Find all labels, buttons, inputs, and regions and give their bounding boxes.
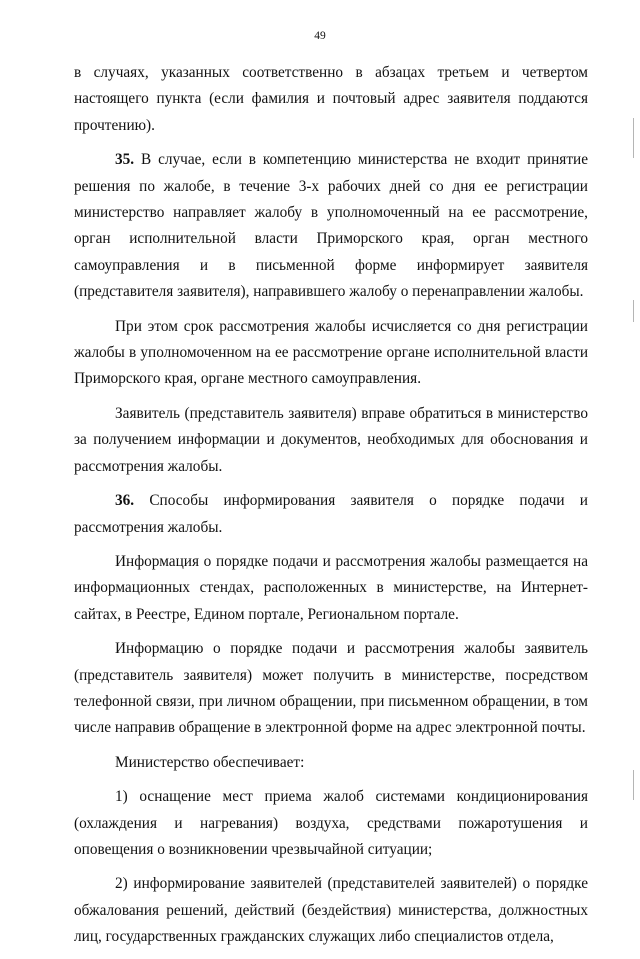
paragraph-text: В случае, если в компетенцию министерства не входит принятие решения по жалобе, в течение 3-х рабочих дней со дня ее регистрации министерство направляет жалобу в уполномоченный на ее рассмотрение, орган исполнительной власти Приморского края, орган местного самоуправления и в письменной форме информирует заявителя (представителя заявителя), направившего жалобу о перенаправлении жалобы. [74, 151, 588, 301]
paragraph-info-channels [74, 636, 588, 742]
paragraph-text: 2) информирование заявителей (представителей заявителей) о порядке обжалования решений, действий (бездействия) министерства, должностных лиц, государственных гражданских служащих либо специалистов отдела, [74, 875, 588, 946]
scan-edge-mark [633, 300, 634, 322]
paragraph-text: в случаях, указанных соответственно в абзацах третьем и четвертом настоящего пункта (если фамилия и почтовый адрес заявителя поддаются прочтению). [74, 64, 588, 134]
document-body [74, 60, 588, 959]
paragraph-text: 1) оснащение мест приема жалоб системами кондиционирования (охлаждения и нагревания) воздуха, средствами пожаротушения и оповещения о возникновении чрезвычайной ситуации; [74, 788, 588, 858]
list-item-1 [74, 784, 588, 863]
paragraph-text: Министерство обеспечивает: [115, 753, 305, 771]
scan-edge-mark [633, 118, 634, 158]
paragraph-text: Информация о порядке подачи и рассмотрения жалобы размещается на информационных стендах, расположенных в министерстве, на Интернет-сайтах, в Реестре, Едином портале, Региональном портале. [74, 552, 588, 623]
item-number: 35. [115, 151, 135, 169]
paragraph-ministry-provides [74, 750, 588, 776]
paragraph-review-period [74, 314, 588, 393]
paragraph-text: Способы информирования заявителя о порядке подачи и рассмотрения жалобы. [74, 492, 588, 536]
paragraph-item-35 [74, 147, 588, 305]
paragraph-text: При этом срок рассмотрения жалобы исчисляется со дня регистрации жалобы в уполномоченном на ее рассмотрение органе исполнительной власти Приморского края, органе местного самоуправления. [74, 317, 588, 388]
paragraph-text: Заявитель (представитель заявителя) вправе обратиться в министерство за получением информации и документов, необходимых для обоснования и рассмотрения жалобы. [74, 404, 588, 475]
page-number: 49 [314, 30, 326, 42]
paragraph-info-placement [74, 549, 588, 628]
item-number: 36. [115, 492, 135, 510]
scan-edge-mark [633, 770, 634, 800]
paragraph-applicant-rights [74, 401, 588, 480]
paragraph-item-36 [74, 488, 588, 541]
list-item-2 [74, 871, 588, 950]
paragraph-text: Информацию о порядке подачи и рассмотрения жалобы заявитель (представитель заявителя) может получить в министерстве, посредством телефонной связи, при личном обращении, при письменном обращении, в том числе направив обращение в электронной форме на адрес электронной почты. [74, 640, 588, 737]
paragraph-continuation [74, 60, 588, 139]
